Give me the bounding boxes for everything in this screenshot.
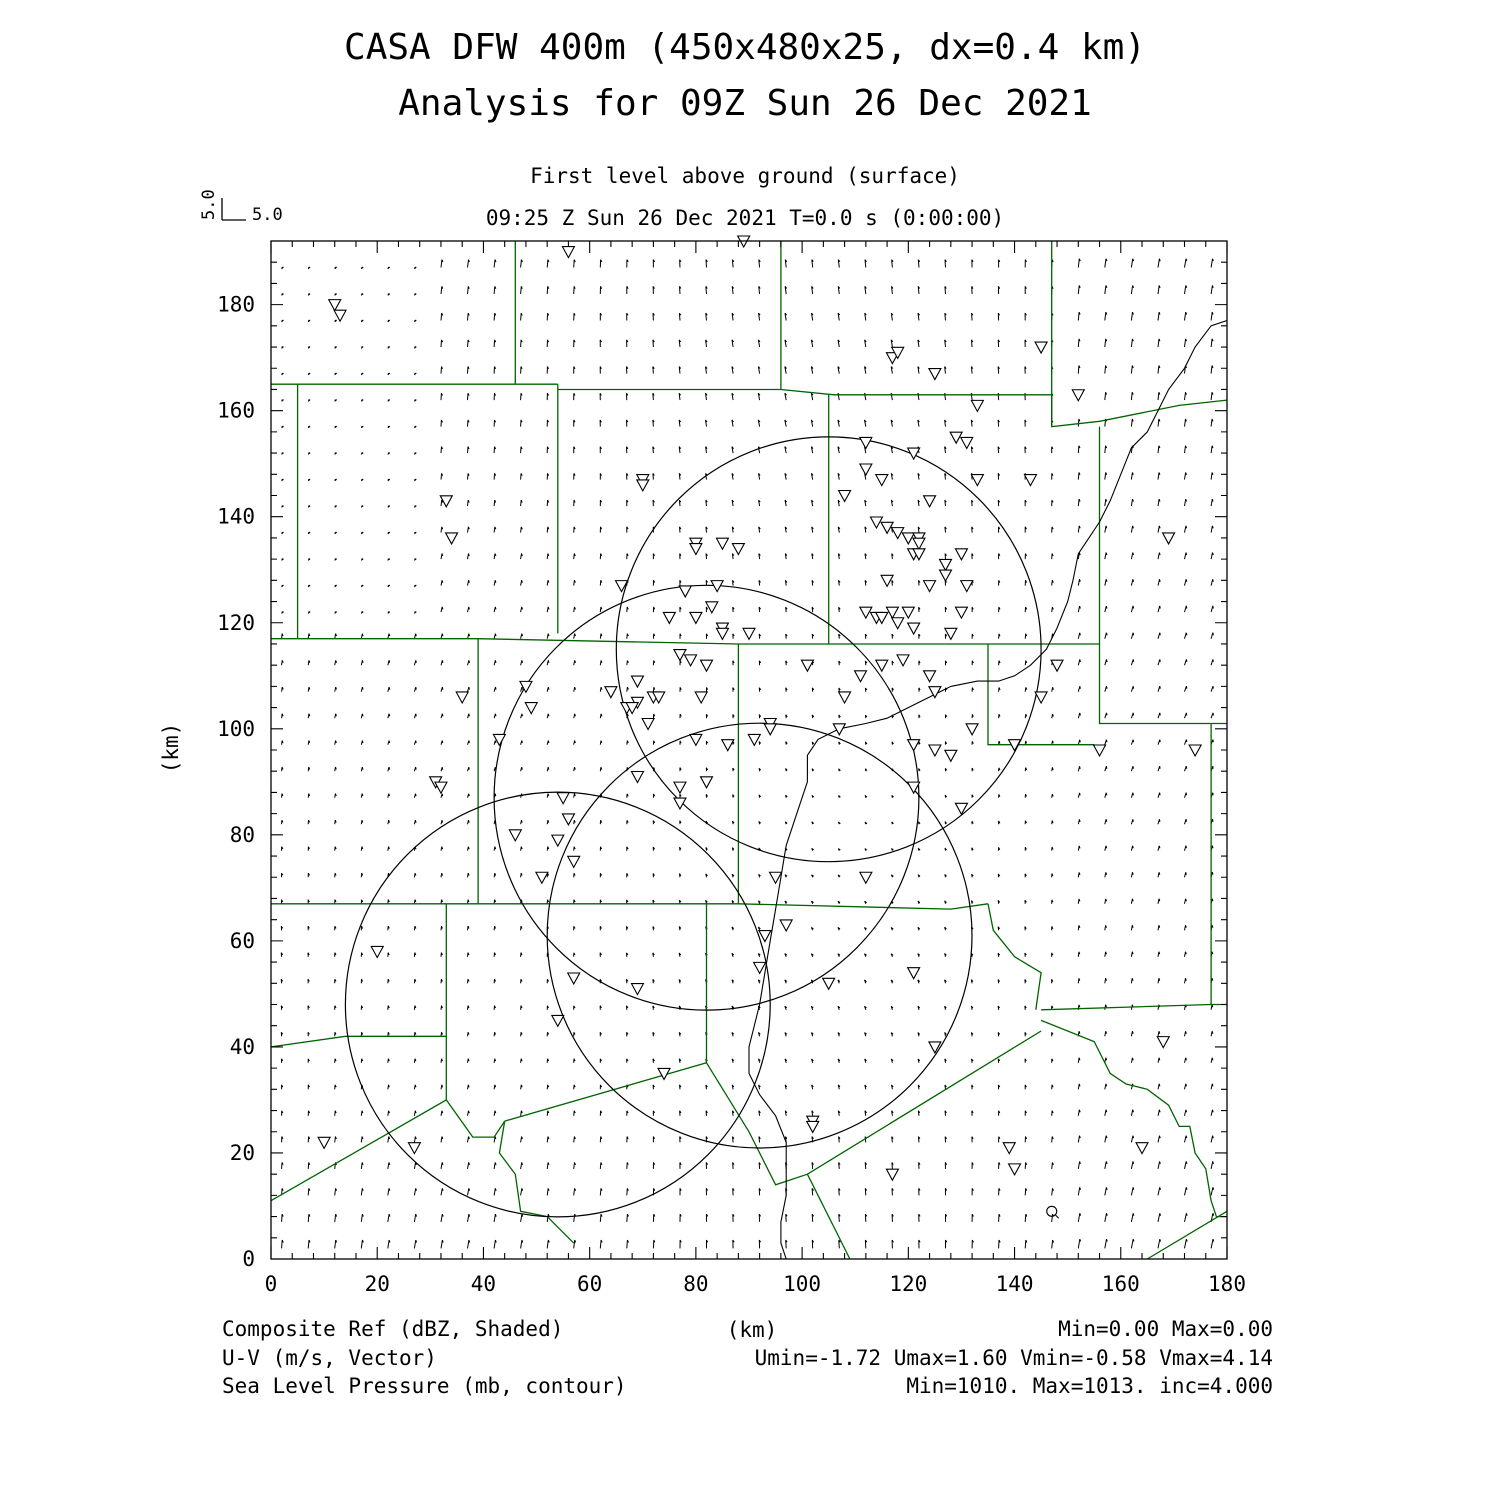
- vector-key-u-label: 5.0: [252, 205, 283, 225]
- station-marker: [860, 872, 872, 883]
- station-marker: [1035, 342, 1047, 353]
- county-line: [707, 1031, 1042, 1185]
- station-marker: [924, 581, 936, 592]
- station-marker: [1136, 1143, 1148, 1154]
- footer-field2-stats: Umin=-1.72 Umax=1.60 Vmin=-0.58 Vmax=4.14: [754, 1346, 1273, 1370]
- station-marker: [839, 491, 851, 502]
- county-line: [988, 904, 1041, 1010]
- station-marker: [754, 962, 766, 973]
- station-marker: [807, 1121, 819, 1132]
- station-marker: [955, 607, 967, 618]
- station-marker: [924, 671, 936, 682]
- station-marker: [722, 740, 734, 751]
- station-marker: [855, 671, 867, 682]
- station-marker: [568, 856, 580, 867]
- station-marker: [876, 660, 888, 671]
- station-marker: [945, 628, 957, 639]
- station-marker: [408, 1143, 420, 1154]
- station-marker: [536, 872, 548, 883]
- county-line: [1147, 1211, 1227, 1259]
- station-marker: [637, 480, 649, 491]
- station-marker: [1035, 692, 1047, 703]
- station-marker: [966, 724, 978, 735]
- county-line: [499, 1121, 573, 1243]
- station-marker: [520, 681, 532, 692]
- county-boundaries: [271, 241, 1227, 1259]
- x-tick-label: 40: [470, 1272, 497, 1296]
- station-marker: [940, 570, 952, 581]
- x-tick-label: 160: [1101, 1272, 1140, 1296]
- x-tick-label: 0: [264, 1272, 278, 1296]
- station-marker: [329, 300, 341, 311]
- station-marker: [881, 575, 893, 586]
- station-marker: [913, 538, 925, 549]
- station-marker: [1009, 1164, 1021, 1175]
- station-marker: [642, 718, 654, 729]
- station-marker: [435, 782, 447, 793]
- county-line: [1100, 427, 1228, 724]
- station-marker: [833, 724, 845, 735]
- x-tick-label: 100: [783, 1272, 822, 1296]
- station-marker: [663, 612, 675, 623]
- station-marker: [908, 782, 920, 793]
- radar-range-rings: [345, 437, 1041, 1217]
- station-marker: [839, 692, 851, 703]
- station-marker: [562, 247, 574, 258]
- station-marker: [860, 437, 872, 448]
- station-marker: [525, 703, 537, 714]
- footer-field3-name: Sea Level Pressure (mb, contour): [222, 1374, 627, 1398]
- station-marker: [631, 676, 643, 687]
- station-marker: [1003, 1143, 1015, 1154]
- station-marker: [908, 968, 920, 979]
- station-marker: [568, 973, 580, 984]
- station-marker: [971, 475, 983, 486]
- station-marker: [690, 612, 702, 623]
- station-marker: [940, 559, 952, 570]
- station-marker: [674, 782, 686, 793]
- station-marker: [334, 310, 346, 321]
- station-marker: [690, 734, 702, 745]
- station-marker: [945, 750, 957, 761]
- station-marker: [1157, 1037, 1169, 1048]
- county-line: [807, 1174, 850, 1259]
- station-marker: [860, 464, 872, 475]
- y-tick-label: 160: [217, 398, 255, 423]
- station-marker: [1163, 533, 1175, 544]
- station-marker: [823, 978, 835, 989]
- time-label: 09:25 Z Sun 26 Dec 2021 T=0.0 s (0:00:00): [485, 206, 1005, 230]
- vector-key-v-label: 5.0: [199, 189, 219, 220]
- station-marker: [552, 835, 564, 846]
- station-marker: [902, 607, 914, 618]
- station-marker: [605, 687, 617, 698]
- station-marker: [955, 803, 967, 814]
- vector-key: [199, 189, 283, 225]
- x-tick-label: 60: [577, 1272, 603, 1296]
- x-tick-label: 180: [1208, 1272, 1246, 1296]
- figure-title-line1: CASA DFW 400m (450x480x25, dx=0.4 km): [344, 27, 1146, 68]
- station-marker: [685, 655, 697, 666]
- station-marker: [764, 724, 776, 735]
- y-tick-label: 140: [217, 504, 255, 529]
- station-marker: [732, 544, 744, 555]
- station-marker: [631, 772, 643, 783]
- tower-marker-tail: [1056, 1215, 1059, 1218]
- station-marker: [876, 475, 888, 486]
- station-marker: [706, 602, 718, 613]
- station-marker: [701, 777, 713, 788]
- y-axis-label: (km): [159, 722, 183, 774]
- station-marker: [557, 793, 569, 804]
- x-tick-label: 80: [683, 1272, 709, 1296]
- county-line: [505, 904, 707, 1121]
- station-marker: [929, 369, 941, 380]
- county-line: [1041, 1020, 1227, 1216]
- station-marker: [1024, 475, 1036, 486]
- station-marker: [493, 734, 505, 745]
- station-marker: [908, 740, 920, 751]
- station-marker: [716, 538, 728, 549]
- station-marker: [679, 586, 691, 597]
- y-tick-label: 120: [217, 610, 255, 635]
- x-tick-label: 120: [889, 1272, 928, 1296]
- level-label: First level above ground (surface): [530, 164, 960, 188]
- footer-field3-stats: Min=1010. Max=1013. inc=4.000: [906, 1374, 1273, 1398]
- y-tick-label: 0: [242, 1247, 255, 1271]
- station-marker: [716, 628, 728, 639]
- y-tick-label: 40: [229, 1034, 255, 1059]
- station-marker: [318, 1137, 330, 1148]
- station-marker: [695, 692, 707, 703]
- station-marker: [1051, 660, 1063, 671]
- radar-ring: [547, 723, 972, 1148]
- station-marker: [892, 618, 904, 629]
- station-marker: [1094, 745, 1106, 756]
- station-marker: [929, 745, 941, 756]
- station-marker: [552, 1015, 564, 1026]
- station-marker: [801, 660, 813, 671]
- station-marker: [1072, 390, 1084, 401]
- figure-title-line2: Analysis for 09Z Sun 26 Dec 2021: [398, 83, 1092, 124]
- station-marker: [908, 448, 920, 459]
- station-marker: [509, 830, 521, 841]
- y-tick-label: 180: [217, 292, 255, 317]
- axis-ticks: [271, 241, 1227, 1259]
- station-marker: [371, 946, 383, 957]
- tower-marker: [1047, 1206, 1057, 1216]
- station-marker: [446, 533, 458, 544]
- station-marker: [631, 984, 643, 995]
- county-line: [271, 1036, 345, 1047]
- station-marker: [690, 544, 702, 555]
- county-line: [271, 639, 1100, 644]
- county-line: [1041, 1005, 1227, 1010]
- station-marker: [908, 623, 920, 634]
- station-marker: [971, 400, 983, 411]
- y-tick-label: 60: [229, 928, 255, 953]
- footer-field1-stats: Min=0.00 Max=0.00: [1058, 1317, 1273, 1341]
- station-marker: [1189, 745, 1201, 756]
- x-tick-label: 140: [995, 1272, 1034, 1296]
- station-marker: [955, 549, 967, 560]
- station-marker: [780, 920, 792, 931]
- county-line: [271, 904, 988, 909]
- x-axis-label: (km): [726, 1318, 778, 1342]
- station-marker: [743, 628, 755, 639]
- plot-border: [271, 241, 1227, 1259]
- station-marker: [924, 496, 936, 507]
- station-marker: [562, 814, 574, 825]
- station-marker: [748, 734, 760, 745]
- station-marker: [674, 798, 686, 809]
- station-marker: [886, 1169, 898, 1180]
- station-marker: [456, 692, 468, 703]
- station-marker: [897, 655, 909, 666]
- footer-field1-name: Composite Ref (dBZ, Shaded): [222, 1317, 564, 1341]
- y-tick-label: 20: [229, 1140, 255, 1165]
- y-tick-label: 80: [229, 822, 255, 847]
- station-marker: [961, 581, 973, 592]
- y-tick-label: 100: [217, 716, 255, 741]
- footer-field2-name: U-V (m/s, Vector): [222, 1346, 437, 1370]
- station-marker: [929, 1042, 941, 1053]
- x-tick-label: 20: [364, 1272, 390, 1296]
- plot-frame: [217, 241, 1246, 1296]
- station-marker: [701, 660, 713, 671]
